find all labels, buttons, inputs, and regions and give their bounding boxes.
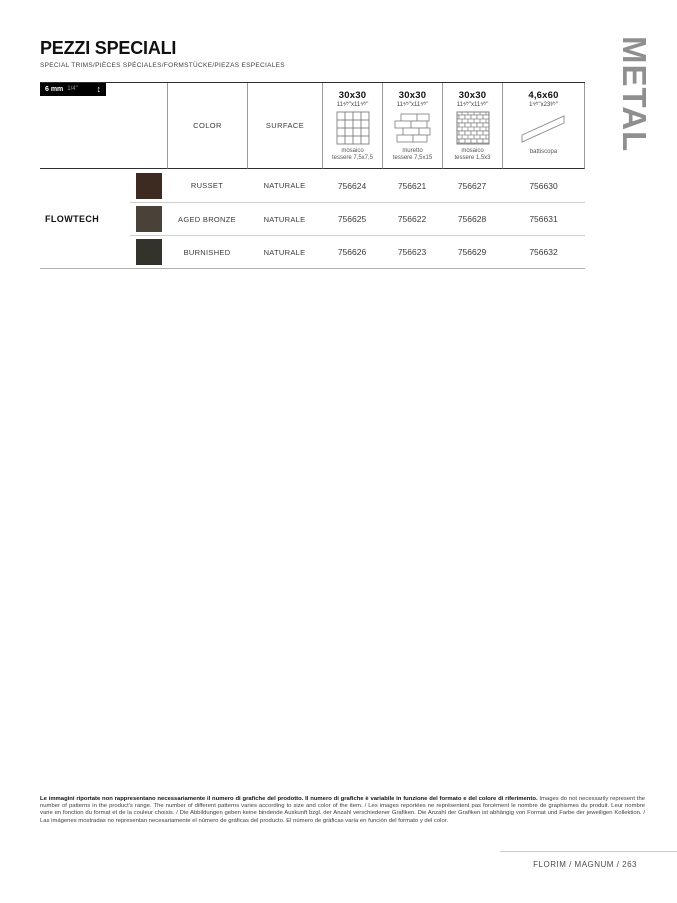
- format-label-line1: mosaico: [341, 148, 364, 154]
- format-label: [530, 149, 557, 168]
- product-code: 756628: [442, 202, 502, 235]
- spec-table: [40, 82, 585, 269]
- format-header-mosaico-75: [322, 83, 382, 169]
- product-code: 756631: [502, 202, 585, 235]
- collection-label: METAL: [616, 36, 653, 153]
- format-inches: 11⁴⁄⁵"x11⁴⁄⁵": [396, 102, 429, 108]
- format-inches: 11⁴⁄⁵"x11⁴⁄⁵": [336, 102, 369, 108]
- format-size: 4,6x60: [528, 90, 559, 101]
- format-label-line2: tessere 7,5x15: [392, 155, 433, 161]
- product-code: 756623: [382, 235, 442, 268]
- format-label-line2: tessere 1,5x3: [454, 155, 491, 161]
- column-header-surface: SURFACE: [247, 83, 322, 169]
- product-code: 756624: [337, 180, 367, 191]
- format-header-muretto: [382, 83, 442, 169]
- product-code: 756629: [442, 235, 502, 268]
- color-name: AGED BRONZE: [167, 202, 247, 235]
- surface-name: NATURALE: [247, 235, 322, 268]
- format-label-line1: mosaico: [461, 148, 484, 154]
- mosaic-grid-icon: [323, 108, 382, 148]
- column-header-color: COLOR: [167, 83, 247, 169]
- color-name: BURNISHED: [167, 235, 247, 268]
- note-bold: Le immagini riportate non rappresentano necessariamente il numero di grafiche del prodotto. Il numero di grafiche è variabile in funzione del formato e del colore di riferimento.: [40, 796, 538, 802]
- color-swatch: [136, 173, 162, 199]
- muretto-icon: [383, 108, 442, 148]
- product-code: 756625: [322, 202, 382, 235]
- swatch-cell: [130, 169, 167, 202]
- product-code: 756622: [382, 202, 442, 235]
- swatch-cell: [130, 235, 167, 268]
- product-code: 756630: [529, 180, 558, 191]
- format-size: 30x30: [398, 90, 427, 101]
- product-code: 756621: [397, 180, 427, 191]
- color-swatch: [136, 239, 162, 265]
- table-header-empty: [40, 83, 167, 169]
- battiscopa-icon: [503, 108, 584, 149]
- page-footer: FLORIM / MAGNUM / 263: [533, 860, 637, 869]
- series-label: FLOWTECH: [45, 213, 100, 224]
- format-label: [454, 148, 490, 168]
- format-label-line1: muretto: [402, 148, 423, 154]
- thickness-mm: 6 mm: [45, 85, 64, 93]
- footer-rule: [500, 851, 677, 852]
- format-size: 30x30: [458, 90, 487, 101]
- resize-vertical-icon: ↕: [96, 83, 101, 94]
- format-inches: 11⁴⁄⁵"x11⁴⁄⁵": [456, 102, 489, 108]
- thickness-inch: 1/4": [67, 86, 78, 92]
- surface-name: NATURALE: [247, 202, 322, 235]
- note-paragraph: [40, 796, 645, 825]
- product-code: 756627: [457, 180, 487, 191]
- format-label: [332, 148, 373, 168]
- format-inches: 1⁴⁄⁵"x23³⁄⁵": [529, 102, 558, 108]
- format-size: 30x30: [338, 90, 367, 101]
- fine-mosaic-icon: [443, 108, 502, 148]
- format-header-battiscopa: [502, 83, 585, 169]
- product-code: 756626: [322, 235, 382, 268]
- surface-name: NATURALE: [263, 181, 306, 190]
- product-code: 756632: [502, 235, 585, 268]
- color-swatch: [136, 206, 162, 232]
- swatch-cell: [130, 202, 167, 235]
- note-regular: Images do not necessarily represent the number of patterns in the product's range. The number of different patterns varies according to size and color of the item. / Les images reportées ne représentent pas forcément le nombre de graphismes du produit. Leur nombre varie en fonction du format et de la couleur choisis. / Die Abbildungen geben keine bindende Auskunft bzgl. der Anzahl verschiedener Grafiken. Die Anzahl der Grafiken ist abhängig von Format und Farbe der jeweiligen Kollektion. / Las imágenes mostradas no representan necesariamente el número de gráficas del producto. El número de gráficas varía en función del formato y del color.: [40, 796, 645, 824]
- format-header-mosaico-15: [442, 83, 502, 169]
- page-subtitle: SPECIAL TRIMS/PIÈCES SPÉCIALES/FORMSTÜCKE/PIEZAS ESPECIALES: [40, 62, 285, 69]
- format-label-line2: tessere 7,5x7,5: [331, 155, 374, 161]
- format-label: [393, 148, 432, 168]
- format-label-line1: battiscopa: [529, 149, 558, 155]
- page-title: PEZZI SPECIALI: [40, 38, 177, 58]
- color-name: RUSSET: [190, 181, 224, 190]
